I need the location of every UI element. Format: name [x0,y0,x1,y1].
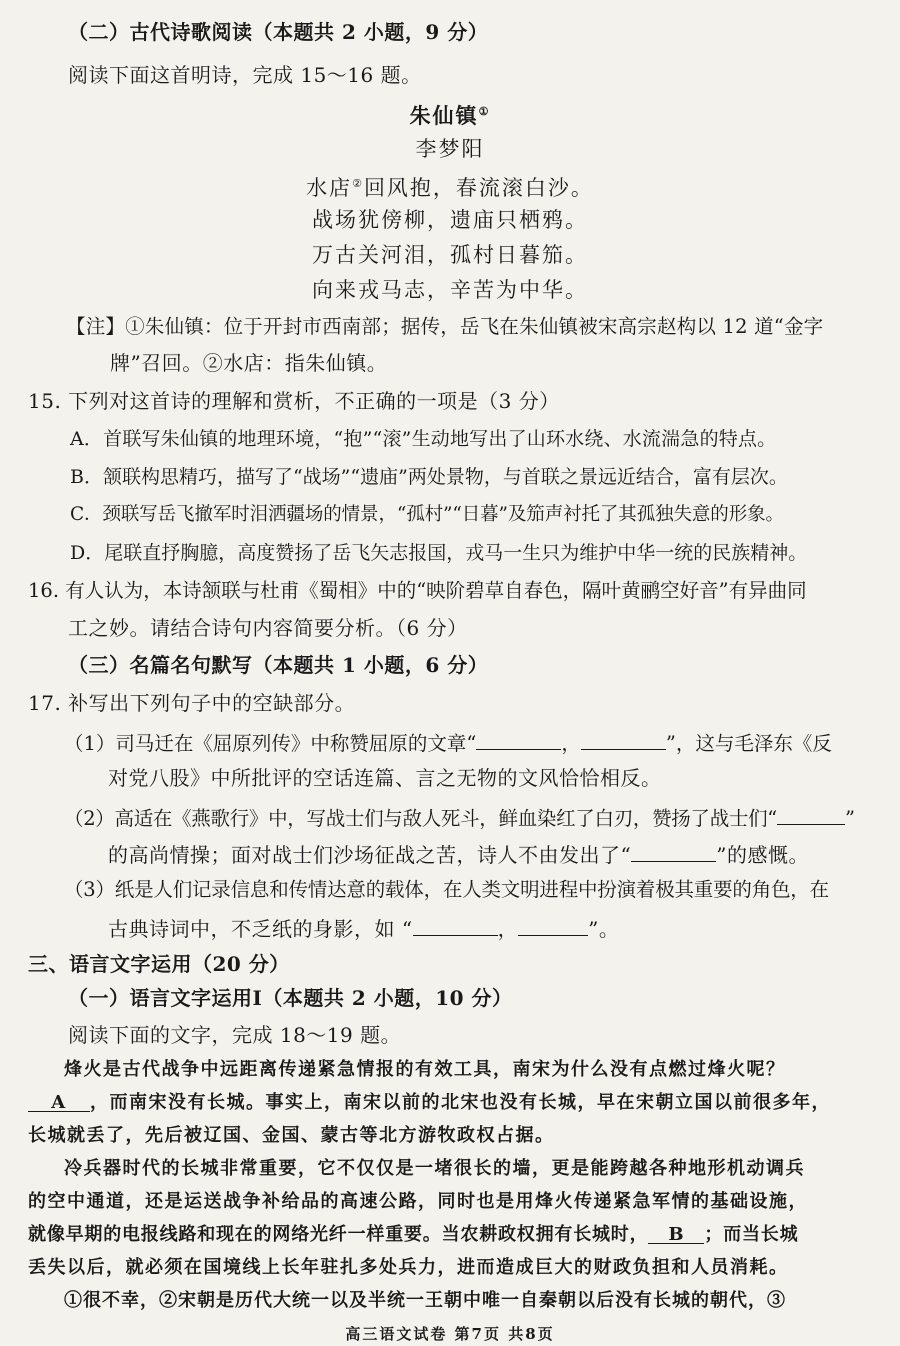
question-15-option-b: B．颔联构思精巧，描写了“战场”“遗庙”两处景物，与首联之景远近结合，富有层次。 [70,466,788,488]
poem-author: 李梦阳 [415,137,485,161]
poem-title: 朱仙镇① [409,103,491,128]
passage-p1-line-3: 长城就丢了，先后被辽国、金国、蒙古等北方游牧政权占据。 [28,1125,555,1146]
passage-p1-line-2: A ，而南宋没有长城。事实上，南宋以前的北宋也没有长城，早在宋朝立国以前很多年， [0,1091,900,1115]
answer-blank-a[interactable]: A [28,1091,90,1112]
passage-p1-line-1: 烽火是古代战争中远距离传递紧急情报的有效工具，南宋为什么没有点燃过烽火呢？ [64,1059,786,1080]
question-15-option-a: A．首联写朱仙镇的地理环境，“抱”“滚”生动地写出了山环水绕、水流湍急的特点。 [70,428,777,450]
poetry-instruction: 阅读下面这首明诗，完成 15～16 题。 [68,63,422,87]
section-subheading-language-1: （一）语言文字运用Ⅰ（本题共 2 小题，10 分） [68,986,513,1010]
passage-p3-line-1: ①很不幸，②宋朝是历代大统一以及半统一王朝中唯一自秦朝以后没有长城的朝代，③ [64,1290,786,1311]
answer-blank[interactable] [777,804,845,825]
poem-note-line-2: 牌”召回。②水店：指朱仙镇。 [110,351,388,375]
section-heading-dictation: （三）名篇名句默写（本题共 1 小题，6 分） [68,653,489,677]
question-15-option-c: C．颈联写岳飞撤军时泪洒疆场的情景，“孤村”“日暮”及笳声衬托了其孤独失意的形象。 [70,504,784,525]
question-15-stem: 15. 下列对这首诗的理解和赏析，不正确的一项是（3 分） [28,389,560,413]
poem-line-3: 万古关河泪，孤村日暮笳。 [312,243,588,267]
question-17-item-1-line-2: 对党八股》中所批评的空话连篇、言之无物的文风恰恰相反。 [108,766,662,790]
answer-blank[interactable] [476,729,561,750]
passage-p2-line-1: 冷兵器时代的长城非常重要，它不仅仅是一堵很长的墙，更是能跨越各种地形机动调兵 [64,1158,805,1179]
poem-line-2: 战场犹傍柳，遗庙只栖鸦。 [312,208,588,232]
question-17-stem: 17. 补写出下列句子中的空缺部分。 [28,691,356,715]
answer-blank[interactable] [631,841,716,862]
passage-p2-line-4: 丢失以后，就必须在国境线上长年驻扎多处兵力，进而造成巨大的财政负担和人员消耗。 [28,1257,789,1278]
question-16-line-1: 16. 有人认为，本诗颔联与杜甫《蜀相》中的“映阶碧草自春色，隔叶黄鹂空好音”有异曲同 [28,579,807,602]
answer-blank[interactable] [518,915,588,936]
section-heading-ancient-poetry: （二）古代诗歌阅读（本题共 2 小题，9 分） [68,20,489,44]
question-15-option-d: D．尾联直抒胸臆，高度赞扬了岳飞矢志报国，戎马一生只为维护中华一统的民族精神。 [70,542,808,564]
poem-note-line-1: 【注】①朱仙镇：位于开封市西南部；据传，岳飞在朱仙镇被宋高宗赵构以 12 道“金字 [66,315,824,338]
question-17-item-3-line-1: （3）纸是人们记录信息和传情达意的载体，在人类文明进程中扮演着极其重要的角色，在 [64,878,829,901]
answer-blank[interactable] [581,729,666,750]
answer-blank-b[interactable]: B [648,1223,704,1244]
question-17-item-1-line-1: （1）司马迁在《屈原列传》中称赞屈原的文章“ ， ”，这与毛泽东《反 [0,729,900,756]
passage-p2-line-2: 的空中通道，还是运送战争补给品的高速公路，同时也是用烽火传递紧急军情的基础设施， [28,1191,808,1212]
language-instruction: 阅读下面的文字，完成 18～19 题。 [68,1023,402,1047]
question-16-line-2: 工之妙。请结合诗句内容简要分析。（6 分） [68,616,468,640]
passage-p2-line-3: 就像早期的电报线路和现在的网络光纤一样重要。当农耕政权拥有长城时， B ；而当长城 [28,1224,799,1245]
question-17-item-2-line-1: （2）高适在《燕歌行》中，写战士们与敌人死斗，鲜血染红了白刃，赞扬了战士们“ ” [0,804,900,831]
poem-line-4: 向来戎马志，辛苦为中华。 [312,278,588,302]
answer-blank[interactable] [413,915,498,936]
page-footer: 高三语文试卷 第7页 共8页 [345,1325,555,1343]
question-17-item-3-line-2: 古典诗词中，不乏纸的身影，如 “ ， ”。 [108,917,620,941]
question-17-item-2-line-2: 的高尚情操；面对战士们沙场征战之苦，诗人不由发出了“ ”的感慨。 [108,843,809,867]
section-heading-language: 三、语言文字运用（20 分） [28,952,290,976]
poem-line-1: 水店②回风抱，春流滚白沙。 [306,176,594,200]
